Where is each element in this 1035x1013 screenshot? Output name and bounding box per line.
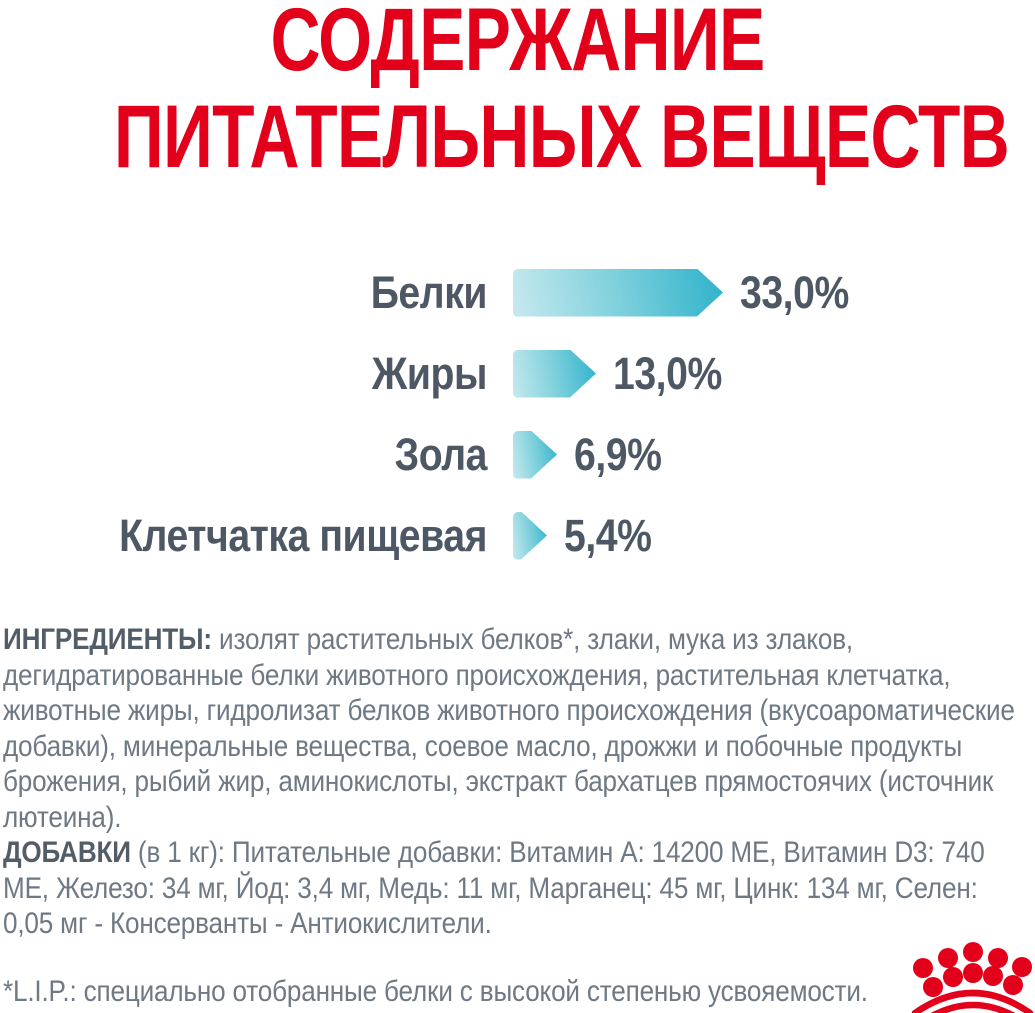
bar-arrow [513,350,596,398]
page-title-line-1: СОДЕРЖАНИЕ [270,0,765,89]
chart-row [0,252,1035,333]
bar-value: 6,9% [574,428,662,480]
composition-text-block [3,622,1034,942]
royal-canin-crown-icon [893,923,1035,1013]
ingredients-heading: ИНГРЕДИЕНТЫ: [3,623,212,656]
bar-value: 13,0% [613,347,722,399]
bar-arrow [513,512,547,560]
ingredients-text: изолят растительных белков*, злаки, мука из злаков, дегидратированные белки животного происхождения, растительная клетчатка, животные жиры, гидролизат белков животного происхождения (вкусоароматические добавки), минеральные вещества, соевое масло, дрожжи и побочные продукты брожения, рыбий жир, аминокислоты, экстракт бархатцев прямостоячих (источник лютеина). [3,623,1015,834]
bar-label: Зола [394,428,487,480]
bar-value: 33,0% [740,266,849,318]
additives-paragraph [3,835,1034,942]
additives-text: (в 1 кг): Питательные добавки: Витамин A: 14200 МЕ, Витамин D3: 740 МЕ, Железо: 34 мг, Йод: 3,4 мг, Медь: 11 мг, Марганец: 45 мг, Цинк: 134 мг, Селен: 0,05 мг - Консерванты - Антиокислители. [3,836,985,940]
bar-label: Белки [370,266,487,318]
chart-row [0,414,1035,495]
chart-row [0,333,1035,414]
bar-value: 5,4% [564,509,652,561]
bar-arrow [513,431,557,479]
ingredients-paragraph [3,622,1034,835]
page-title [0,0,1035,185]
page-title-line-2: ПИТАТЕЛЬНЫХ ВЕЩЕСТВ [113,86,1009,186]
bar-label: Клетчатка пищевая [119,509,487,561]
additives-heading: ДОБАВКИ [3,836,131,869]
bar-arrow [513,269,723,317]
lip-footnote: *L.I.P.: специально отобранные белки с высокой степенью усвояемости. [3,975,868,1008]
nutrient-bar-chart [0,252,1035,576]
chart-row [0,495,1035,576]
bar-label: Жиры [371,347,487,399]
